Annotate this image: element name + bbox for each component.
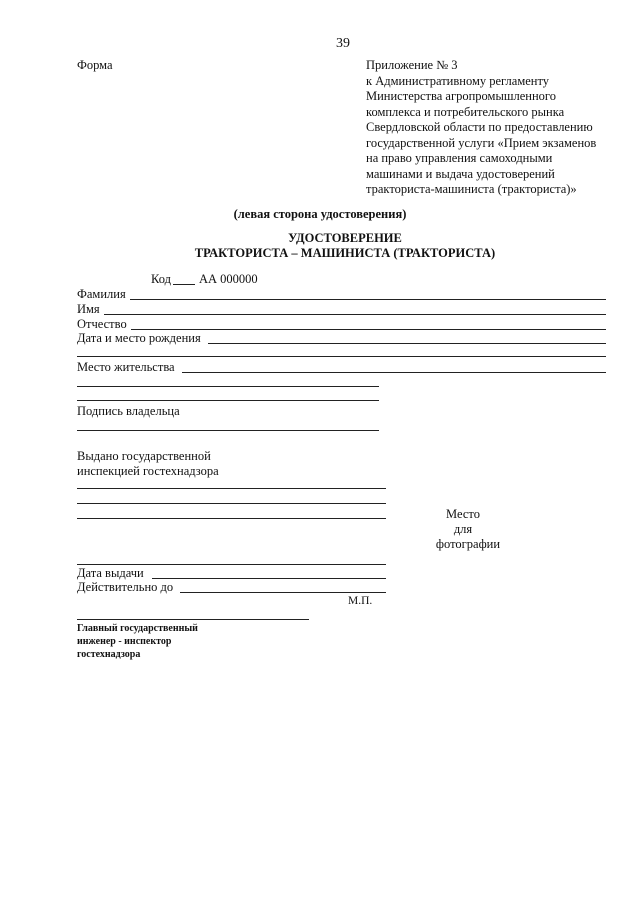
appendix-line: Министерства агропромышленного — [366, 89, 556, 103]
issue-date-line[interactable] — [152, 578, 386, 579]
surname-line[interactable] — [130, 299, 606, 300]
issue-date-label: Дата выдачи — [77, 566, 144, 580]
name-label: Имя — [77, 302, 100, 316]
owner-signature-line[interactable] — [77, 430, 379, 431]
issued-by-label: Выдано государственной — [77, 449, 211, 463]
side-caption: (левая сторона удостоверения) — [233, 207, 407, 221]
issued-by-line-3[interactable] — [77, 518, 386, 519]
issued-by-line-2[interactable] — [77, 503, 386, 504]
appendix-block — [366, 58, 596, 198]
owner-signature-label: Подпись владельца — [77, 404, 180, 418]
page-number: 39 — [336, 36, 350, 51]
photo-place-line2: для — [453, 522, 473, 536]
patronymic-line[interactable] — [131, 329, 606, 330]
signatory-title-3: гостехнадзора — [77, 649, 141, 660]
appendix-line: на право управления самоходными — [366, 151, 553, 165]
appendix-line: машинами и выдача удостоверений — [366, 166, 555, 181]
issued-by-line[interactable] — [77, 488, 386, 489]
certificate-subtitle: ТРАКТОРИСТА – МАШИНИСТА (ТРАКТОРИСТА) — [194, 246, 496, 260]
appendix-line: тракториста-машиниста (тракториста)» — [366, 182, 577, 196]
appendix-line: Свердловской области по предоставлению — [366, 120, 593, 134]
stamp-label: М.П. — [348, 595, 373, 607]
valid-until-label: Действительно до — [77, 580, 174, 594]
certificate-title: УДОСТОВЕРЕНИЕ — [288, 231, 402, 245]
birth-line[interactable] — [208, 343, 606, 344]
appendix-line: комплекса и потребительского рынка — [366, 104, 565, 119]
form-label: Форма — [77, 58, 113, 72]
code-label: Код — [151, 272, 171, 286]
code-value: АА 000000 — [199, 272, 258, 286]
photo-place-line3: фотографии — [435, 537, 501, 551]
residence-line-2[interactable] — [77, 386, 379, 387]
signatory-title-2: инженер - инспектор — [77, 636, 172, 647]
name-line[interactable] — [104, 314, 606, 315]
code-underline — [173, 284, 195, 285]
birth-label: Дата и место рождения — [77, 331, 201, 345]
surname-label: Фамилия — [77, 287, 126, 301]
valid-until-line[interactable] — [180, 592, 386, 593]
appendix-line: государственной услуги «Прием экзаменов — [366, 135, 597, 150]
residence-line[interactable] — [182, 372, 606, 373]
appendix-line: Приложение № 3 — [366, 58, 458, 72]
photo-place-line1: Место — [446, 507, 480, 521]
residence-line-3[interactable] — [77, 400, 379, 401]
signatory-title: Главный государственный — [77, 623, 198, 634]
issued-by-line-4[interactable] — [77, 564, 386, 565]
birth-line-2[interactable] — [77, 356, 606, 357]
issued-by-label-2: инспекцией гостехнадзора — [77, 464, 219, 478]
appendix-line: к Административному регламенту — [366, 73, 550, 88]
residence-label: Место жительства — [77, 360, 175, 374]
signatory-line[interactable] — [77, 619, 309, 620]
patronymic-label: Отчество — [77, 317, 127, 331]
